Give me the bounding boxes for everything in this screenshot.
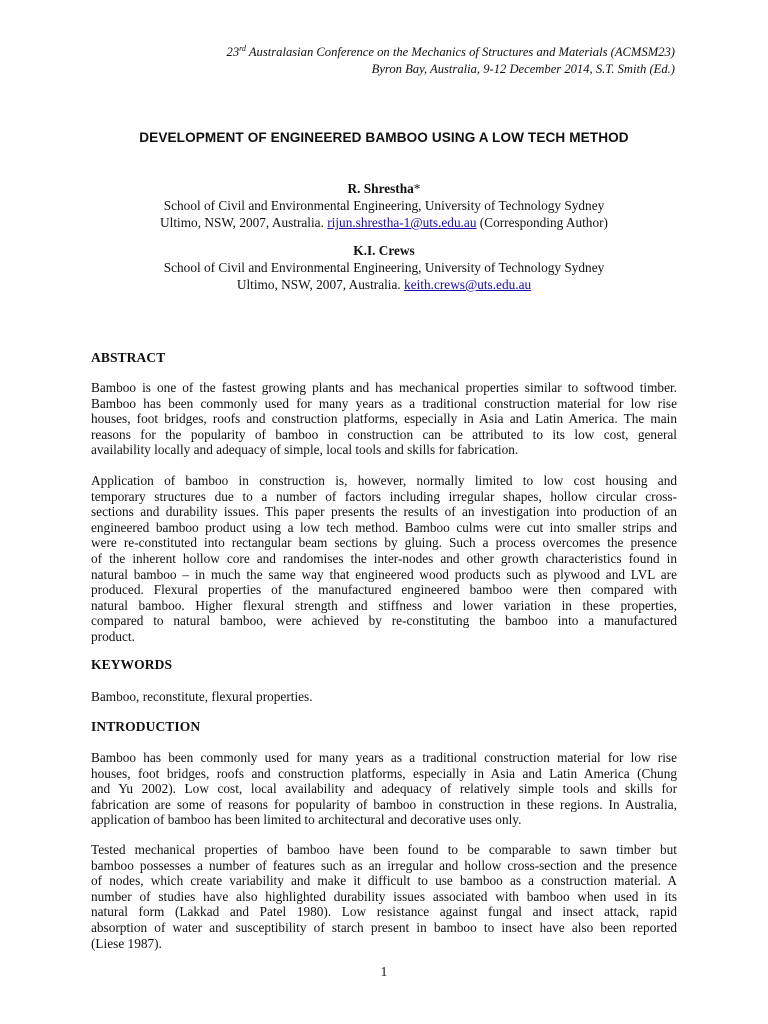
text-line: (Liese 1987). [91,935,162,951]
page-number: 1 [380,964,388,979]
author-email-link[interactable]: keith.crews@uts.edu.au [404,277,532,292]
text-line: absorption of water and susceptibility of starch present in bamboo to insect have also been reported [91,919,677,935]
conference-edition-suffix: rd [239,44,246,53]
text-line: of the inherent hollow core and randomises the inter-nodes and other growth characteristics found in [91,550,677,566]
text-line: natural bamboo. Higher flexural strength and stiffness and lower variation in these properties, [91,597,677,613]
author-affiliation: School of Civil and Environmental Engineering, University of Technology Sydney [163,260,605,275]
text-line: produced. Flexural properties of the manufactured engineered bamboo were then compared with [91,582,677,598]
corresponding-mark: * [413,181,421,196]
author-address: Ultimo, NSW, 2007, Australia. [236,277,405,292]
keywords-paragraph [91,689,677,705]
introduction-paragraph-2 [91,842,677,951]
abstract-paragraph-2 [91,473,677,645]
paper-title: DEVELOPMENT OF ENGINEERED BAMBOO USING A LOW TECH METHOD [139,130,629,145]
text-line: of nodes, which create variability and make it difficult to use bamboo as a construction material. A [91,873,677,889]
abstract-paragraph-1 [91,380,677,458]
text-line: natural form (Lakkad and Patel 1980). Low resistance against fungal and insect attack, rapid [91,904,677,920]
keywords-heading: KEYWORDS [91,657,173,672]
text-line: engineered bamboo product using a low tech method. Bamboo culms were cut into smaller strips and [91,519,677,535]
text-line: application of bamboo has been limited to architectural and decorative uses only. [91,812,522,828]
text-line: Application of bamboo in construction is, however, normally limited to low cost housing and [91,473,677,488]
author-block-2 [0,242,768,293]
abstract-heading: ABSTRACT [91,350,166,365]
author-address: Ultimo, NSW, 2007, Australia. [160,215,328,230]
text-line: bamboo possesses a number of features such as an irregular and hollow cross-section and the presence [91,857,677,873]
text-line: Bamboo has been commonly used for many years as a traditional construction material for low rise [91,395,677,411]
text-line: availability locally and adequacy of simple, local tools and skills for fabrication. [91,442,519,458]
text-line: Bamboo has been commonly used for many years as a traditional construction material for low rise [91,750,677,765]
text-line: product. [91,628,135,644]
text-line: Bamboo is one of the fastest growing plants and has mechanical properties similar to softwood timber. [91,380,677,395]
author-note: (Corresponding Author) [476,215,608,230]
keywords-text: Bamboo, reconstitute, flexural properties. [91,689,313,704]
text-line: houses, foot bridges, roofs and construction platforms, especially in Asia and Latin America. The main [91,411,677,427]
text-line: temporary structures due to a number of factors including irregular shapes, hollow circular cross- [91,488,677,504]
author-name: R. Shrestha [347,181,414,196]
conference-header-line1 [227,44,675,61]
author-block-1 [0,180,768,231]
introduction-heading: INTRODUCTION [91,719,201,734]
text-line: houses, foot bridges, roofs and construction platforms, especially in Asia and Latin America (Chung [91,765,677,781]
conference-header-line2: Byron Bay, Australia, 9-12 December 2014, S.T. Smith (Ed.) [371,62,675,76]
conference-header [227,44,675,78]
text-line: were re-constituted into rectangular beam sections by gluing. Such a process overcomes the presence [91,535,677,551]
text-line: Tested mechanical properties of bamboo have been found to be comparable to sawn timber but [91,842,677,857]
conference-edition-number: 23 [226,45,240,59]
text-line: fabrication are some of reasons for popularity of bamboo in construction in these regions. In Australia, [91,796,677,812]
text-line: number of studies have also highlighted durability issues associated with bamboo when used in its [91,888,677,904]
text-line: and Yu 2002). Low cost, local availability and adequacy of relatively simple tools and skills for [91,781,677,797]
text-line: natural bamboo – in much the same way that engineered wood products such as plywood and LVL are [91,566,677,582]
text-line: sections and durability issues. This paper presents the results of an investigation into production of an [91,504,677,520]
conference-name: Australasian Conference on the Mechanics of Structures and Materials (ACMSM23) [245,45,675,59]
text-line: compared to natural bamboo, were achieved by re-constituting the bamboo into a manufactured [91,613,677,629]
text-line: reasons for the popularity of bamboo in construction can be attributed to its low cost, general [91,426,677,442]
author-affiliation: School of Civil and Environmental Engineering, University of Technology Sydney [163,198,605,213]
author-name: K.I. Crews [353,243,415,258]
introduction-paragraph-1 [91,750,677,828]
author-email-link[interactable]: rijun.shrestha-1@uts.edu.au [327,215,477,230]
